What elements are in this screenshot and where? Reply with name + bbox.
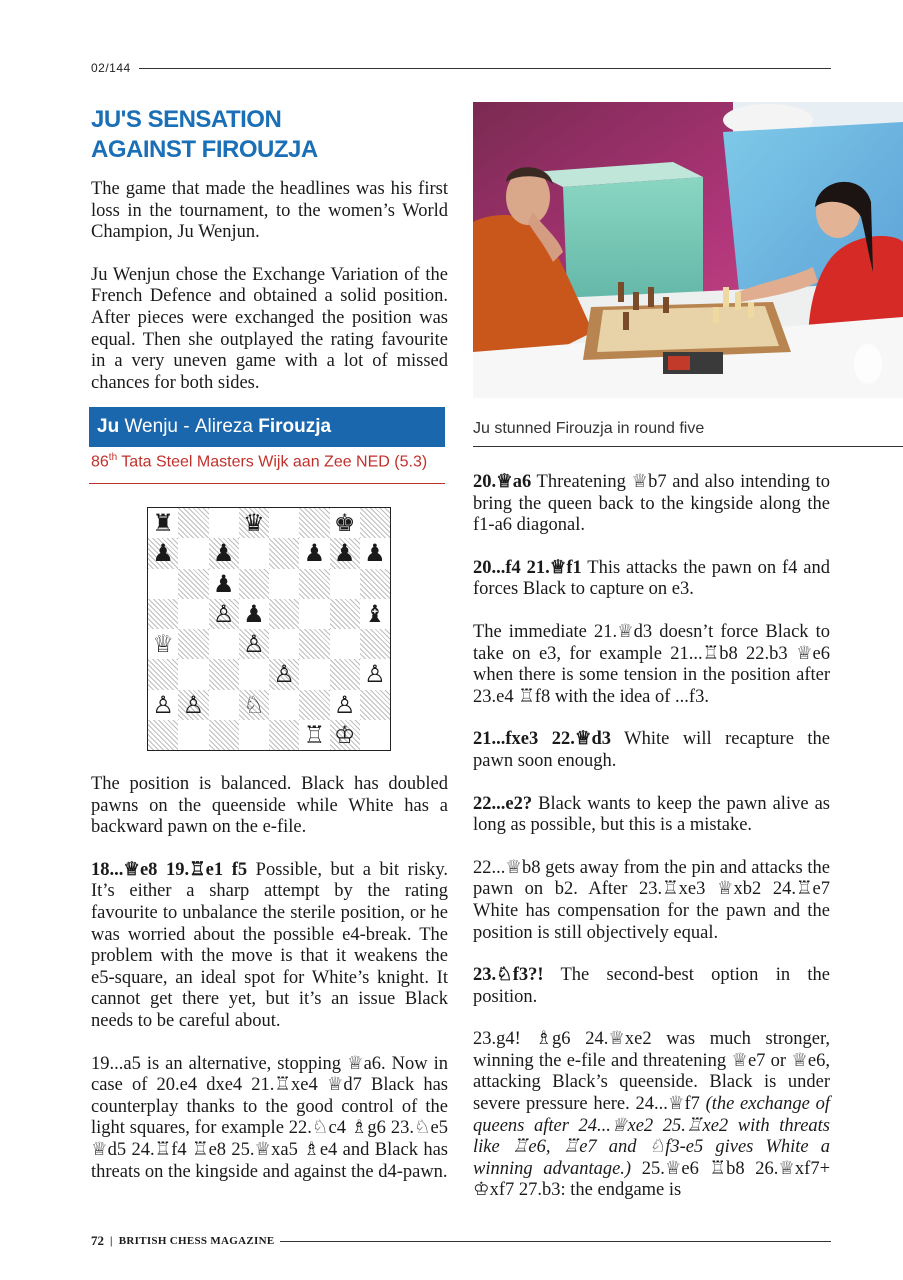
left-column-text — [91, 774, 448, 1183]
board-square — [360, 629, 390, 659]
board-square — [269, 690, 299, 720]
board-square — [299, 629, 329, 659]
chess-piece: ♙ — [212, 599, 235, 628]
board-square — [178, 508, 208, 538]
chess-piece: ♜ — [152, 509, 174, 538]
board-square — [178, 538, 208, 568]
board-square — [178, 569, 208, 599]
intro-paragraph-2: Ju Wenjun chose the Exchange Variation of the French Defence and obtained a solid position. After pieces were exchanged the position was equal. Then she outplayed the rating favourite in a very uneven game with a lot of missed chances for both sides. — [91, 264, 448, 393]
board-square — [239, 599, 269, 629]
board-square — [239, 629, 269, 659]
move-20-paragraph — [473, 472, 830, 537]
board-square — [239, 690, 269, 720]
board-square — [269, 720, 299, 750]
board-square — [360, 538, 390, 568]
game-players-banner — [89, 407, 445, 447]
board-square — [148, 720, 178, 750]
chess-piece: ♘ — [243, 690, 265, 719]
alt-22-paragraph: 22...♕b8 gets away from the pin and attacks the pawn on b2. After 23.♖xe3 ♕xb2 24.♖e7 White has compensation for the pawn and the position is still objectively equal. — [473, 857, 830, 943]
board-square — [269, 599, 299, 629]
board-square — [209, 690, 239, 720]
chess-piece: ♛ — [243, 509, 265, 538]
intro-paragraph-1: The game that made the headlines was his first loss in the tournament, to the women’s World Champion, Ju Wenjun. — [91, 179, 448, 243]
move-20-notation: 20.♕a6 — [473, 472, 532, 492]
board-square — [209, 599, 239, 629]
chess-piece: ♙ — [152, 690, 174, 719]
chess-piece: ♟ — [212, 539, 235, 568]
board-square — [148, 538, 178, 568]
chess-piece: ♟ — [152, 539, 174, 568]
move-22-notation: 21...fxe3 22.♕d3 — [473, 729, 611, 750]
board-square — [360, 508, 390, 538]
board-square — [299, 538, 329, 568]
move-22-comment: White will recapture the pawn soon enough. — [473, 729, 830, 771]
move-22-e2-paragraph — [473, 794, 830, 837]
game-event — [91, 452, 445, 471]
move-23-notation: 23.♘f3?! — [473, 965, 544, 986]
alt-19-paragraph: 19...a5 is an alternative, stopping ♕a6. Now in case of 20.e4 dxe4 21.♖xe4 ♕d7 Black has counterplay thanks to the good control of the light squares, for example 22.♘c4 ♗g6 23.♘e5 ♕d5 24.♖f4 ♖e8 25.♕xa5 ♗e4 and Black has threats on the kingside and against the d4-pawn. — [91, 1053, 448, 1182]
chess-piece: ♙ — [182, 690, 205, 719]
chess-piece: ♙ — [273, 660, 295, 689]
article-title — [91, 105, 448, 165]
move-21-paragraph — [473, 558, 830, 601]
black-last: Firouzja — [258, 416, 332, 437]
chess-piece: ♟ — [212, 569, 235, 598]
board-square — [360, 599, 390, 629]
photo-illustration — [473, 102, 903, 398]
board-square — [360, 569, 390, 599]
right-column-text — [473, 472, 830, 1202]
board-square — [239, 538, 269, 568]
move-22-paragraph — [473, 729, 830, 772]
board-square — [269, 508, 299, 538]
board-square — [330, 720, 360, 750]
board-square — [330, 599, 360, 629]
chess-piece: ♔ — [333, 720, 356, 749]
move-21-notation: 20...f4 21.♕f1 — [473, 557, 582, 578]
move-22-e2-comment: Black wants to keep the pawn alive as long as possible, but this is a mistake. — [473, 793, 830, 836]
board-square — [148, 599, 178, 629]
board-square — [299, 569, 329, 599]
chess-piece: ♙ — [333, 690, 356, 719]
alt-23-paragraph — [473, 1029, 830, 1202]
move-18-comment: Possible, but a bit risky. It’s either a sharp attempt by the rating favourite to unbalance the sterile position, or he was worried about the possible e4-break. The problem with the move is that it weakens the e5-square, an ideal spot for White’s knight. It cannot get there yet, but it’s an issue Black needs to be careful about. — [91, 859, 449, 1031]
board-square — [330, 659, 360, 689]
event-text: Tata Steel Masters Wijk aan Zee NED (5.3) — [121, 453, 428, 471]
caption-rule — [473, 446, 903, 447]
move-22-e2-notation: 22...e2? — [473, 793, 533, 814]
chess-piece: ♟ — [303, 539, 326, 568]
board-square — [148, 659, 178, 689]
title-line-2: AGAINST FIROUZJA — [91, 136, 318, 163]
alt-21-paragraph: The immediate 21.♕d3 doesn’t force Black to take on e3, for example 21...♖b8 22.b3 ♕e6 when there is some tension in the position after 23.e4 ♖f8 with the idea of ...f3. — [473, 621, 830, 707]
chess-piece: ♟ — [364, 539, 386, 568]
board-square — [330, 508, 360, 538]
board-square — [239, 659, 269, 689]
move-20-comment: Threatening ♕b7 and also intending to bring the queen back to the kingside along the f1-a6 diagonal. — [473, 472, 830, 536]
header-rule — [139, 68, 831, 69]
page-counter: 02/144 — [91, 61, 131, 75]
board-square — [209, 720, 239, 750]
board-square — [360, 720, 390, 750]
photo-players-at-board — [473, 102, 903, 398]
board-square — [360, 659, 390, 689]
magazine-name: BRITISH CHESS MAGAZINE — [118, 1235, 275, 1247]
white-first: Ju — [97, 416, 120, 437]
move-23-paragraph — [473, 965, 830, 1008]
board-square — [148, 690, 178, 720]
board-square — [148, 508, 178, 538]
chess-piece: ♝ — [364, 599, 386, 628]
photo-caption: Ju stunned Firouzja in round five — [473, 420, 705, 437]
article-intro — [91, 105, 448, 394]
board-square — [209, 538, 239, 568]
board-square — [299, 508, 329, 538]
board-square — [299, 599, 329, 629]
event-number: 86 — [91, 453, 109, 471]
page-number: 72 — [91, 1233, 104, 1248]
alt-23-text-a: 23.g4! ♗g6 24.♕xe2 was much stronger, winning the e-file and threatening ♕e7 or ♕e6, attacking Black’s queenside. Black is under severe pressure here. 24...♕f7 — [473, 1029, 830, 1115]
page-footer — [91, 1234, 831, 1248]
move-23-comment: The second-best option in the position. — [473, 965, 830, 1007]
footer-separator: | — [110, 1235, 113, 1247]
board-square — [330, 629, 360, 659]
board-square — [209, 659, 239, 689]
board-square — [299, 690, 329, 720]
chess-piece: ♙ — [243, 630, 265, 659]
board-square — [178, 629, 208, 659]
board-square — [269, 538, 299, 568]
board-square — [330, 690, 360, 720]
chess-diagram — [147, 507, 391, 751]
board-square — [178, 659, 208, 689]
board-square — [148, 629, 178, 659]
board-square — [239, 508, 269, 538]
chess-piece: ♙ — [364, 660, 386, 689]
board-square — [209, 508, 239, 538]
board-square — [209, 569, 239, 599]
board-square — [299, 659, 329, 689]
board-square — [239, 720, 269, 750]
chess-piece: ♟ — [243, 599, 265, 628]
title-line-1: JU'S SENSATION — [91, 106, 282, 133]
move-18-paragraph — [91, 860, 448, 1033]
board-square — [269, 569, 299, 599]
event-rule — [89, 483, 445, 484]
page-header — [91, 60, 831, 76]
board-square — [178, 599, 208, 629]
position-paragraph: The position is balanced. Black has doubled pawns on the queenside while White has a backward pawn on the e-file. — [91, 774, 448, 838]
board-square — [269, 629, 299, 659]
board-square — [269, 659, 299, 689]
chess-piece: ♚ — [333, 509, 356, 538]
footer-rule — [280, 1241, 831, 1242]
alt-23-italic: (the exchange of queens after 24...♕xe2 25.♖xe2 with threats like ♖e6, ♖e7 and ♘f3-e5 gives White a winning advantage.) — [473, 1094, 831, 1179]
white-last: Wenju — [124, 416, 178, 437]
players-separator: - — [183, 416, 190, 437]
event-ordinal: th — [108, 452, 118, 463]
move-21-comment: This attacks the pawn on f4 and forces Black to capture on e3. — [473, 557, 830, 600]
board-square — [299, 720, 329, 750]
board-square — [330, 538, 360, 568]
board-square — [178, 720, 208, 750]
chess-piece: ♟ — [333, 539, 356, 568]
chess-piece: ♖ — [303, 720, 326, 749]
board-square — [360, 690, 390, 720]
board-square — [330, 569, 360, 599]
black-first: Alireza — [194, 416, 253, 437]
board-square — [209, 629, 239, 659]
board-square — [239, 569, 269, 599]
alt-23-text-b: 25.♕e6 ♖b8 26.♕xf7+ ♔xf7 27.b3: the endgame is — [473, 1158, 831, 1201]
board-square — [178, 690, 208, 720]
chess-piece: ♕ — [152, 630, 174, 659]
move-18-notation: 18...♕e8 19.♖e1 f5 — [91, 859, 248, 880]
board-square — [148, 569, 178, 599]
